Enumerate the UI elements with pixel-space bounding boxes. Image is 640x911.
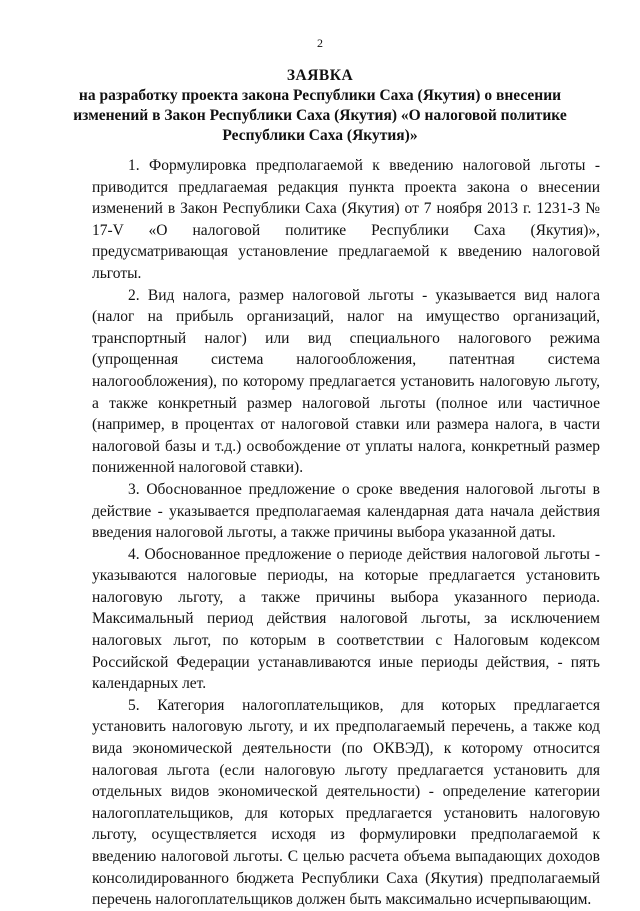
paragraph-5: 5. Категория налогоплательщиков, для которых предлагается установить налоговую льготу, и их предполагаемый перечень, а также код вида экономической деятельности (по ОКВЭД), к которому относится налоговая льгота (если налоговую льготу предлагается установить для отдельных видов экономической деятельности) - определение категории налогоплательщиков, для которых предлагается установить налоговую льготу, осуществляется исходя из формулировки предполагаемой к введению налоговой льготы. С целью расчета объема выпадающих доходов консолидированного бюджета Республики Саха (Якутия) предполагаемый перечень налогоплательщиков должен быть максимально исчерпывающим. [92, 696, 600, 909]
title-main: ЗАЯВКА [286, 67, 354, 84]
paragraph-3: 3. Обоснованное предложение о сроке введения налоговой льготы в действие - указывается предполагаемая календарная дата начала действия введения налоговой льготы, а также причины выбора указанной даты. [92, 480, 600, 542]
page-number: 2 [317, 36, 323, 50]
title-subtitle: на разработку проекта закона Республики Саха (Якутия) о внесении изменений в Закон Республики Саха (Якутия) «О налоговой политике Республики Саха (Якутия)» [73, 87, 567, 144]
paragraph-4: 4. Обоснованное предложение о периоде действия налоговой льготы - указываются налоговые периоды, на которые предлагается установить налоговую льготу, а также причины выбора указанного периода. Максимальный период действия налоговой льготы, за исключением налоговых льгот, по которым в соответствии с Налоговым кодексом Российской Федерации устанавливаются иные периоды действия, - пять календарных лет. [92, 545, 600, 693]
document-title [60, 66, 580, 146]
paragraph-2: 2. Вид налога, размер налоговой льготы - указывается вид налога (налог на прибыль организаций, налог на имущество организаций, транспортный налог) или вид специального налогового режима (упрощенная система налогообложения, патентная система налогообложения), по которому предлагается установить налоговую льготу, а также конкретный размер налоговой льготы (полное или частичное (например, в процентах от налоговой ставки или размера налога, в части налоговой базы и т.д.) освобождение от уплаты налога, конкретный размер пониженной налоговой ставки). [92, 286, 600, 477]
paragraph-1: 1. Формулировка предполагаемой к введению налоговой льготы - приводится предлагаемая редакция пункта проекта закона о внесении изменений в Закон Республики Саха (Якутия) от 7 ноября 2013 г. 1231-З № 17-V «О налоговой политике Республики Саха (Якутия)», предусматривающая установление предлагаемой к введению налоговой льготы. [92, 157, 600, 282]
document-body [92, 155, 600, 911]
